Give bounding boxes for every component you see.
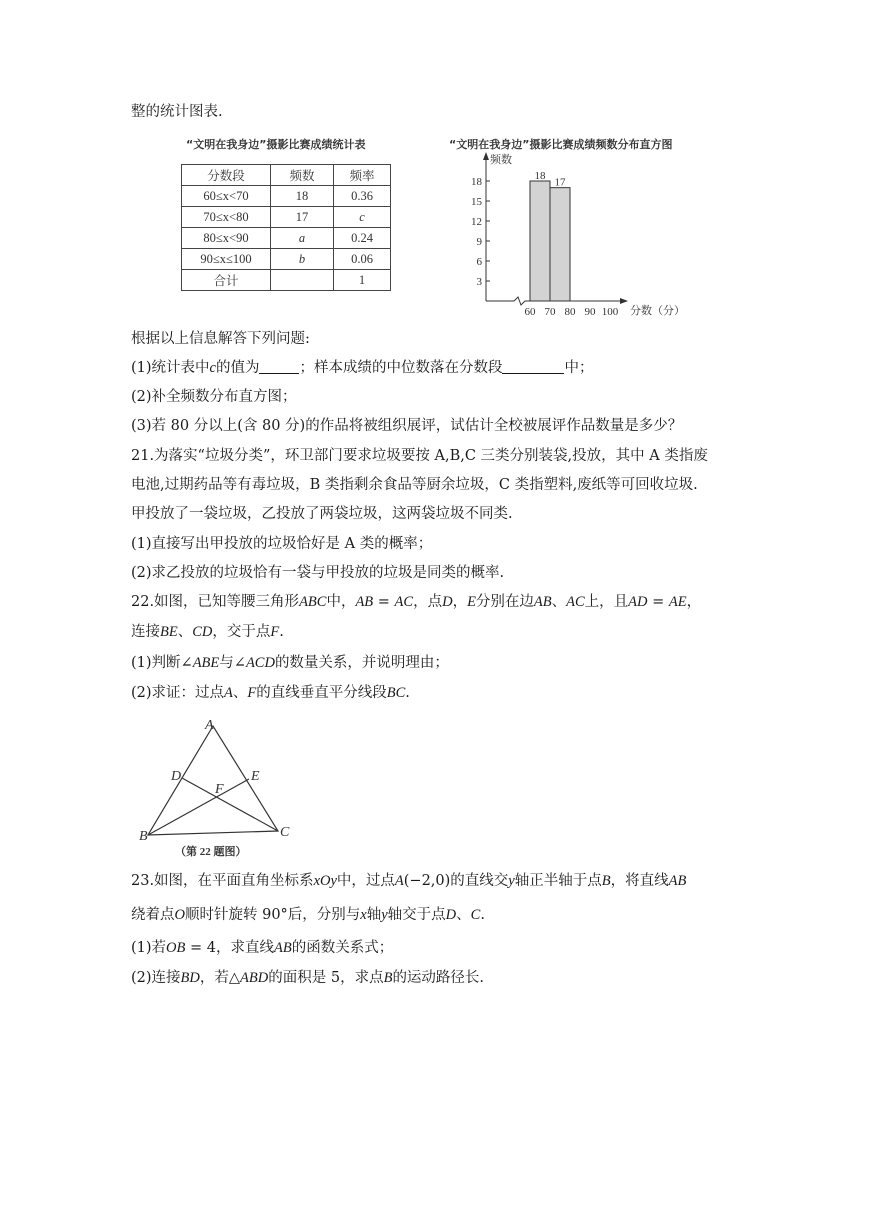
text: 的运动路径长. (392, 970, 485, 986)
math: B (383, 970, 393, 986)
text: 22.如图，已知等腰三角形 (131, 594, 300, 610)
label-e: E (251, 769, 260, 784)
variable: c (209, 360, 216, 376)
label-a: A (205, 718, 214, 733)
q23-part2 (131, 968, 484, 988)
text: 中，过点 (336, 873, 395, 889)
text: 的数量关系，并说明理由； (274, 655, 449, 671)
text: . (279, 624, 284, 640)
math: ABC (299, 594, 327, 610)
math: B (601, 873, 611, 889)
label-f: F (215, 782, 224, 797)
text: 与∠ (219, 655, 246, 671)
q20-part1 (131, 358, 593, 378)
y-tick-label: 9 (476, 236, 482, 248)
text: 顺时针旋转 90°后，分别与 (184, 907, 361, 923)
text: = (647, 594, 669, 610)
q23-part1 (131, 938, 393, 958)
text: 轴正半轴于点 (514, 873, 602, 889)
table-caption: “文明在我身边”摄影比赛成绩统计表 (186, 138, 366, 151)
text: 的直线垂直平分线段 (256, 685, 387, 701)
text: . (405, 685, 410, 701)
text: 轴 (366, 907, 382, 923)
q21-line1: 21.为落实“垃圾分类”，环卫部门要求垃圾要按 A,B,C 三类分别装袋,投放，其中 A 类指废 (131, 448, 708, 464)
table-row (182, 249, 391, 270)
rate-cell: 0.06 (334, 249, 391, 270)
freq-cell: b (271, 249, 334, 270)
q21-line2: 电池,过期药品等有毒垃圾，B 类指剩余食品等厨余垃圾，C 类指塑料,废纸等可回收垃圾. (131, 477, 698, 493)
text: 的值为 (215, 360, 260, 376)
label-c: C (280, 825, 290, 840)
text: ， (686, 594, 702, 610)
text: 的面积是 5，求点 (268, 970, 384, 986)
math: F (247, 685, 257, 701)
q22-line2 (131, 622, 284, 642)
q21-part1: (1)直接写出甲投放的垃圾恰好是 A 类的概率； (131, 536, 433, 552)
math: D (442, 594, 453, 610)
text: 、 (232, 685, 248, 701)
frequency-histogram (462, 146, 685, 326)
math: A (224, 685, 233, 701)
math: A (394, 873, 404, 889)
header-cell: 分数段 (182, 165, 271, 186)
table-row (182, 207, 391, 228)
text: 轴交于点 (387, 907, 446, 923)
triangle-figure (135, 712, 305, 862)
freq-cell: 17 (271, 207, 334, 228)
text: ，将直线 (610, 873, 669, 889)
text: 、 (177, 624, 193, 640)
freq-cell: 18 (271, 186, 334, 207)
total-label-cell: 合计 (182, 270, 271, 291)
text: 、 (456, 907, 471, 923)
q23-line1 (131, 871, 686, 891)
q20-part2: (2)补全频数分布直方图； (131, 389, 297, 405)
text: 中， (326, 594, 356, 610)
freq-cell: a (271, 228, 334, 249)
rate-cell: c (334, 207, 391, 228)
math: xOy (313, 873, 337, 889)
x-tick-label: 90 (584, 306, 596, 318)
bar-value-label: 17 (554, 176, 566, 189)
range-cell: 70≤x<80 (182, 207, 271, 228)
text: = 4，求直线 (185, 940, 274, 956)
math: ACD (245, 655, 275, 671)
math: AB (273, 940, 292, 956)
math: F (270, 624, 280, 640)
math: BE (160, 624, 178, 640)
text: 连接 (131, 624, 160, 640)
total-freq-cell (271, 270, 334, 291)
math: (−2,0) (403, 873, 451, 889)
y-tick-label: 3 (476, 276, 482, 288)
x-axis-label: 分数（分） (630, 305, 685, 317)
q20-intro: 根据以上信息解答下列问题: (131, 331, 310, 347)
text: 23.如图，在平面直角坐标系 (131, 873, 314, 889)
q22-line1 (131, 592, 701, 612)
q22-part1 (131, 653, 449, 673)
q23-line2 (131, 905, 485, 925)
text: ，点 (413, 594, 443, 610)
math: C (470, 907, 481, 923)
rate-cell: 0.24 (334, 228, 391, 249)
text: ；样本成绩的中位数落在分数段 (299, 360, 503, 376)
math: ABE (192, 655, 220, 671)
math: AD (628, 594, 648, 610)
math: BC (386, 685, 406, 701)
x-axis-arrow (620, 298, 628, 304)
text: ， (452, 594, 468, 610)
header-cell: 频率 (334, 165, 391, 186)
text: = (373, 594, 395, 610)
math: ABD (240, 970, 269, 986)
range-cell: 80≤x<90 (182, 228, 271, 249)
histogram-bar (530, 181, 550, 301)
q21-line3: 甲投放了一袋垃圾，乙投放了两袋垃圾，这两袋垃圾不同类. (131, 506, 513, 522)
text: 、 (551, 594, 567, 610)
text: 上，且 (584, 594, 629, 610)
x-tick-label: 60 (524, 306, 536, 318)
x-tick-label: 70 (544, 306, 556, 318)
y-tick-label: 6 (476, 256, 482, 268)
math: D (445, 907, 457, 923)
math: AB (533, 594, 552, 610)
y-tick-label: 15 (471, 196, 482, 208)
table-row (182, 186, 391, 207)
x-tick-label: 100 (601, 306, 619, 318)
text: (1)判断∠ (131, 655, 193, 671)
text: (1)若 (131, 940, 167, 956)
y-tick-label: 12 (471, 216, 482, 228)
text: (1)统计表中 (131, 360, 210, 376)
text: 的直线交 (450, 873, 509, 889)
math: O (174, 907, 185, 923)
range-cell: 60≤x<70 (182, 186, 271, 207)
x-tick-label: 80 (564, 306, 576, 318)
math: BD (180, 970, 200, 986)
math: AE (668, 594, 687, 610)
histogram-bar (550, 188, 570, 301)
label-d: D (171, 769, 182, 784)
bar-value-label: 18 (534, 170, 546, 182)
intro-line: 整的统计图表. (131, 104, 223, 120)
segment-cd (182, 778, 278, 831)
histogram-title: “文明在我身边”摄影比赛成绩频数分布直方图 (449, 138, 673, 151)
q22-part2 (131, 683, 410, 703)
header-cell: 频数 (271, 165, 334, 186)
text: 绕着点 (131, 907, 175, 923)
math: OB (166, 940, 186, 956)
y-axis-label: 频数 (490, 154, 512, 166)
answer-blank (259, 359, 299, 374)
q21-part2: (2)求乙投放的垃圾恰有一袋与甲投放的垃圾是同类的概率. (131, 565, 505, 581)
text: (2)求证：过点 (131, 685, 225, 701)
y-tick-label: 18 (471, 176, 482, 188)
math: AB (355, 594, 374, 610)
y-axis-arrow (483, 152, 489, 160)
total-rate-cell: 1 (334, 270, 391, 291)
q20-part3: (3)若 80 分以上(含 80 分)的作品将被组织展评，试估计全校被展评作品数量是多少？ (131, 418, 683, 434)
table-header-row (182, 165, 391, 186)
math: y (508, 873, 515, 889)
figure-caption: （第 22 题图） (175, 846, 247, 858)
text: ，若△ (199, 970, 241, 986)
math: AC (566, 594, 585, 610)
text: 的函数关系式； (291, 940, 394, 956)
answer-blank (502, 359, 564, 374)
rate-cell: 0.36 (334, 186, 391, 207)
text: 分别在边 (475, 594, 534, 610)
table-row (182, 228, 391, 249)
math: x (360, 907, 367, 923)
text: 中； (564, 360, 594, 376)
label-b: B (139, 829, 148, 844)
text: (2)连接 (131, 970, 181, 986)
range-cell: 90≤x≤100 (182, 249, 271, 270)
text: ，交于点 (212, 624, 271, 640)
math: AC (394, 594, 414, 610)
math: y (381, 907, 388, 923)
math: AB (668, 873, 687, 889)
text: . (480, 907, 485, 923)
score-stats-table (181, 164, 391, 291)
math: E (467, 594, 476, 610)
math: CD (192, 624, 213, 640)
table-total-row (182, 270, 391, 291)
